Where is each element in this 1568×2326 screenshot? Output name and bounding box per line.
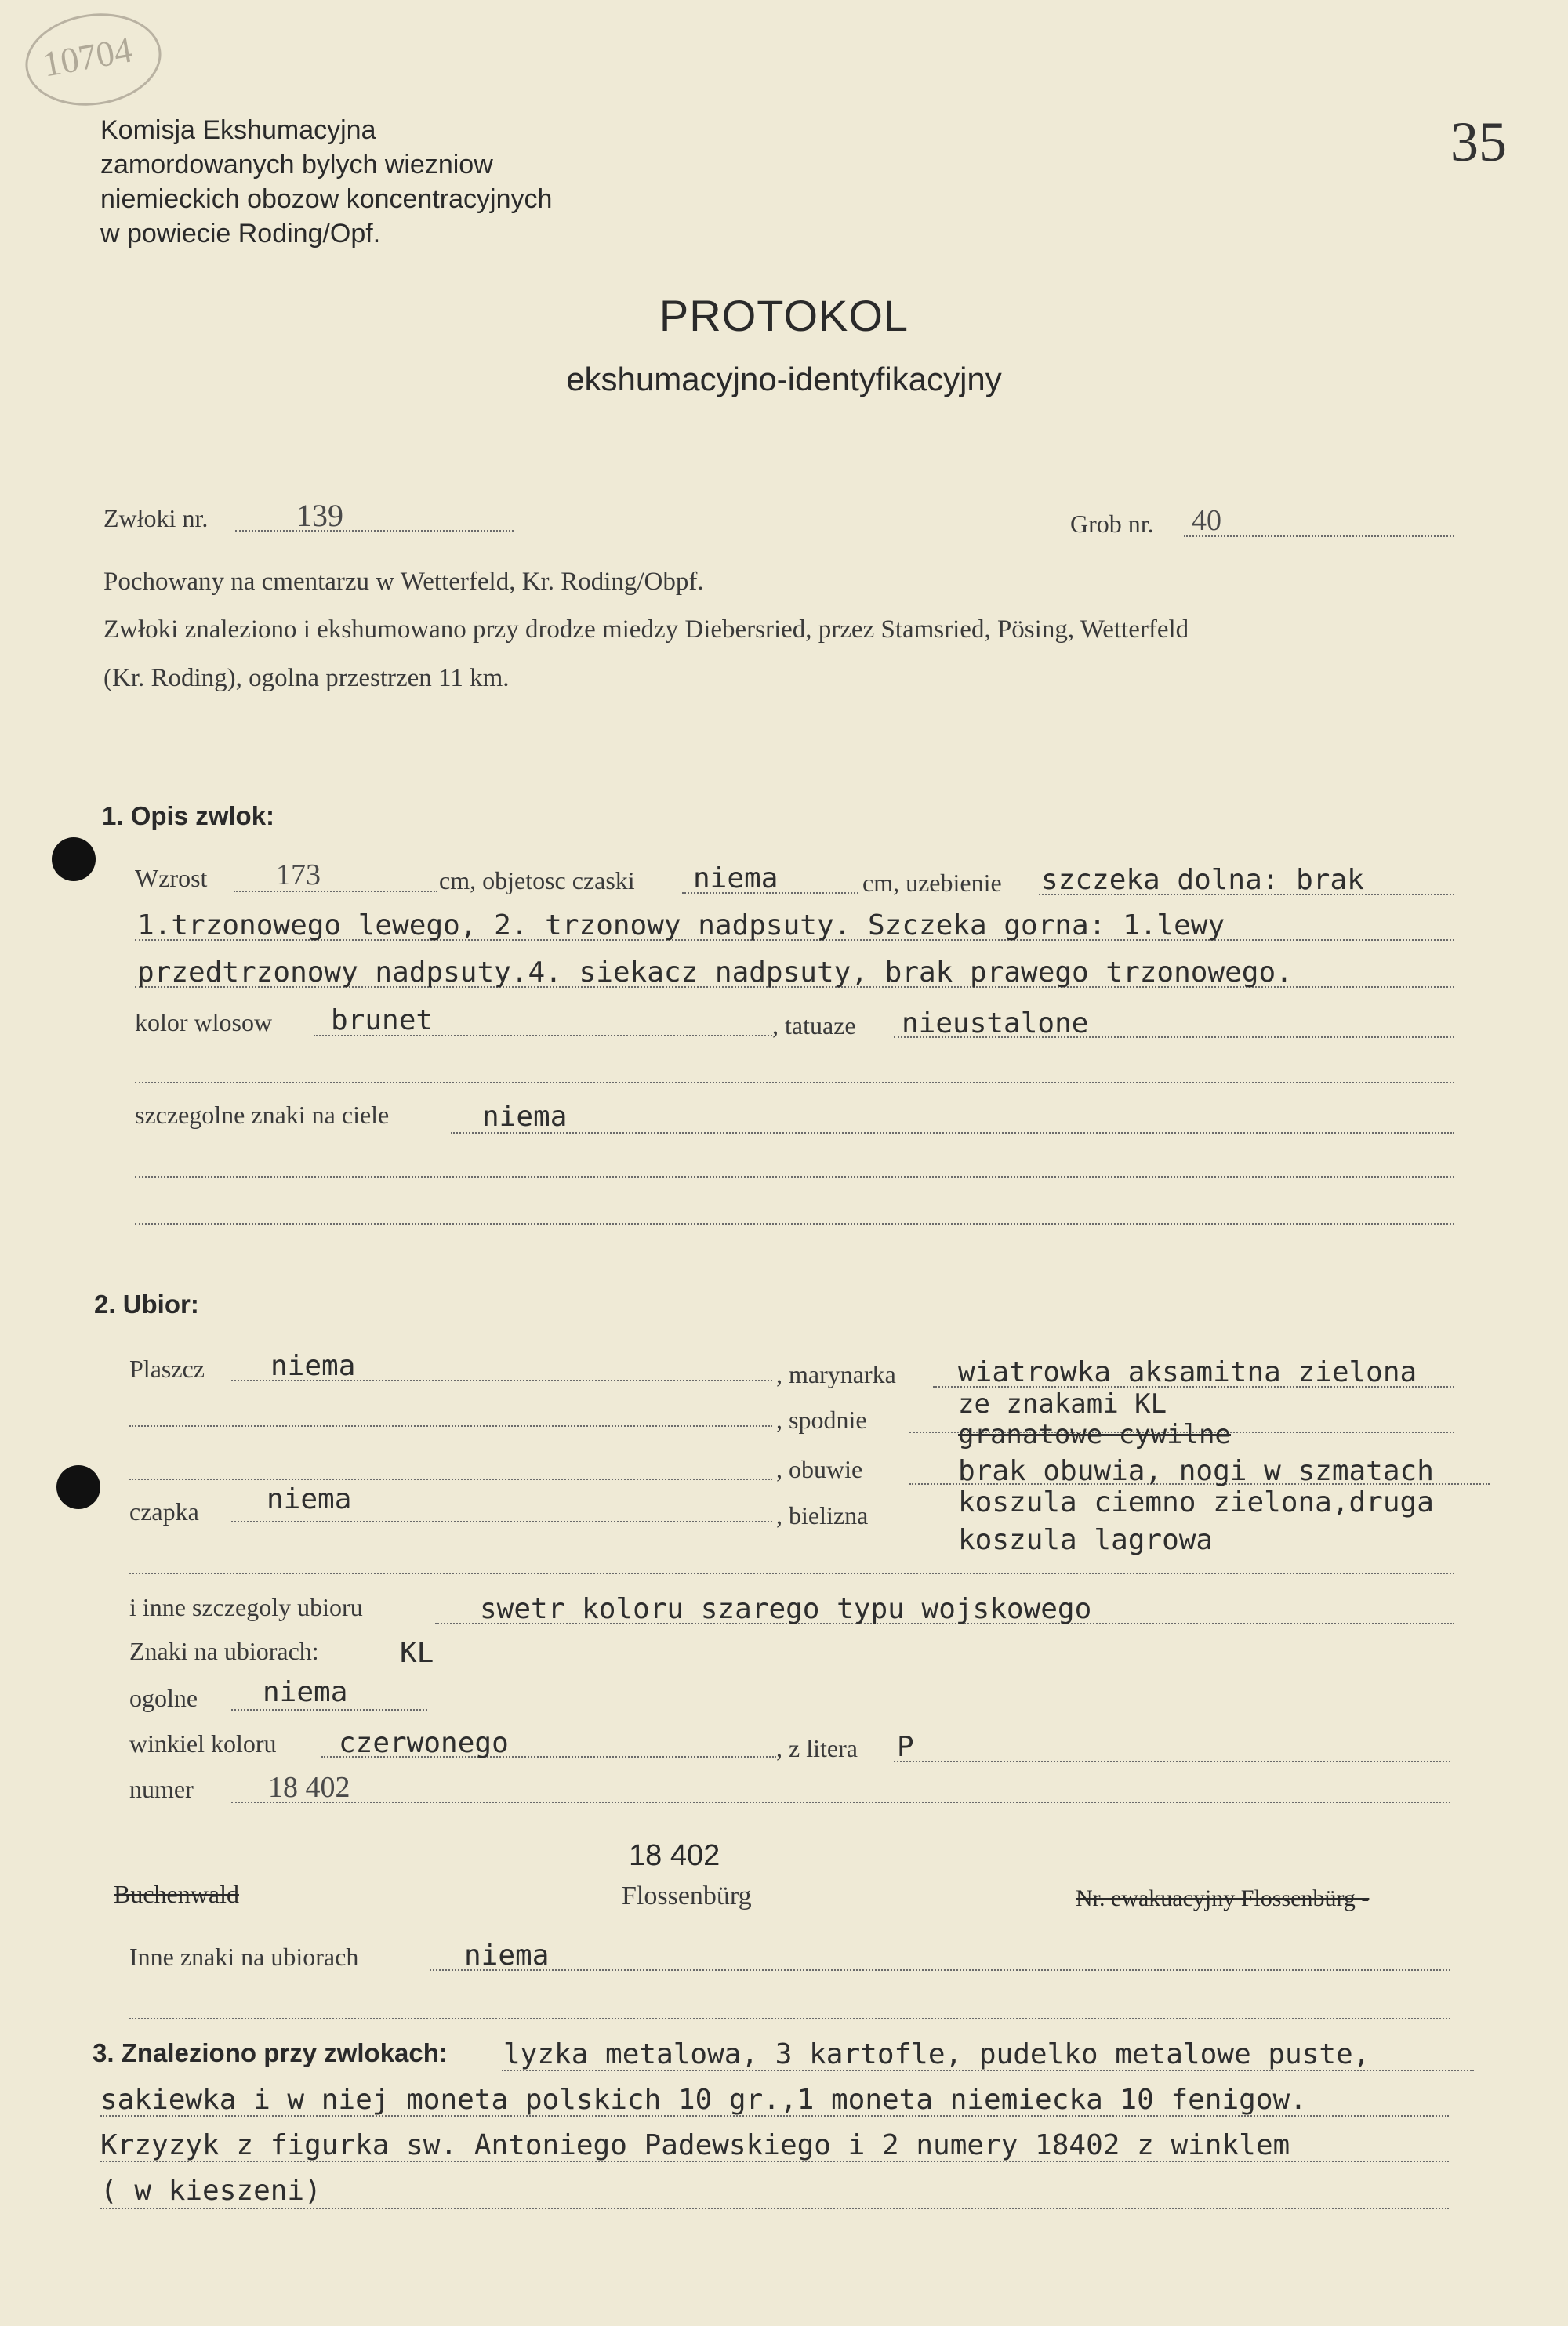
header-line-2: zamordowanych bylych wiezniow [100,150,493,180]
body-marks-line [451,1132,1454,1134]
other-clothing-marks-label: Inne znaki na ubiorach [129,1943,359,1971]
found-location-line-1: Zwłoki znaleziono i ekshumowano przy drodze miedzy Diebersried, przez Stamsried, Pösing, Wetterfeld [103,615,1189,644]
cap-line [231,1521,772,1522]
body-number-line [235,530,514,532]
other-details-label: i inne szczegoly ubioru [129,1593,363,1621]
hair-value: brunet [331,1004,434,1036]
other-clothing-marks-line [430,1969,1450,1971]
commission-header [100,113,552,251]
clothing-marks-value: KL [400,1637,434,1669]
burial-place: Pochowany na cmentarzu w Wetterfeld, Kr. Roding/Obpf. [103,568,704,596]
number-line [231,1802,1450,1803]
findings-value-3: Krzyzyk z figurka sw. Antoniego Padewskiego i 2 numery 18402 z winklem [100,2129,1290,2161]
header-line-4: w powiecie Roding/Opf. [100,219,381,249]
body-marks-value: niema [482,1101,568,1133]
cap-value: niema [267,1483,352,1515]
general-value: niema [263,1676,348,1708]
underwear-value-1: koszula ciemno zielona,druga [958,1486,1434,1519]
section-1-heading: 1. Opis zwlok: [102,801,275,830]
letter-line [894,1761,1450,1762]
document-title: PROTOKOL [659,291,909,340]
archive-stamp-number: 10704 [39,29,136,85]
blank-line-3 [135,1223,1454,1225]
letter-label: , z litera [776,1734,858,1762]
grave-number-label: Grob nr. [1070,510,1154,538]
height-label: Wzrost [135,864,208,892]
underwear-label: , bielizna [776,1501,869,1529]
teeth-label: cm, uzebienie [862,869,1002,897]
underwear-value-2: koszula lagrowa [958,1524,1214,1556]
jacket-value-2: ze znakami KL [958,1388,1167,1420]
teeth-value-1: szczeka dolna: brak [1041,864,1364,896]
general-line [231,1709,427,1711]
findings-value-2: sakiewka i w niej moneta polskich 10 gr.,1 moneta niemiecka 10 fenigow. [100,2084,1307,2116]
other-details-value: swetr koloru szarego typu wojskowego [480,1593,1092,1625]
coat-label: Plaszcz [129,1355,205,1383]
hair-label: kolor wlosow [135,1008,273,1036]
clothing-marks-label: Znaki na ubiorach: [129,1637,319,1665]
punch-hole-bottom [56,1465,100,1509]
grave-number-value: 40 [1192,504,1221,537]
triangle-color-value: czerwonego [339,1727,509,1759]
section-3-heading: 3. Znaleziono przy zwlokach: [93,2038,448,2067]
body-number-label: Zwłoki nr. [103,504,209,532]
height-line [234,891,437,892]
found-location-line-2: (Kr. Roding), ogolna przestrzen 11 km. [103,664,510,692]
number-value: 18 402 [268,1771,350,1804]
other-clothing-marks-value: niema [464,1940,550,1972]
findings-line-4 [100,2208,1449,2209]
teeth-value-3: przedtrzonowy nadpsuty.4. siekacz nadpsuty, brak prawego trzonowego. [137,956,1293,989]
camp-name: Flossenbürg [622,1881,752,1911]
punch-hole-top [52,837,96,881]
body-number-value: 139 [296,498,343,533]
height-value: 173 [276,858,321,891]
camp-number: 18 402 [629,1839,720,1872]
evacuation-number-crossed: Nr. ewakuacyjny Flossenbürg - [1076,1885,1370,1911]
body-marks-label: szczegolne znaki na ciele [135,1101,390,1129]
letter-value: P [897,1731,914,1763]
header-line-1: Komisja Ekshumacyjna [100,115,376,145]
general-label: ogolne [129,1684,198,1712]
buchenwald-crossed: Buchenwald [114,1880,239,1908]
jacket-label: , marynarka [776,1360,896,1388]
number-label: numer [129,1775,194,1803]
trousers-label: , spodnie [776,1406,867,1434]
page-number: 35 [1450,111,1507,173]
header-line-3: niemieckich obozow koncentracyjnych [100,184,553,214]
skull-label: cm, objetosc czaski [439,866,635,894]
blank-clothing-line-3 [129,1573,1454,1574]
blank-line-2 [135,1176,1454,1178]
document-subtitle: ekshumacyjno-identyfikacyjny [566,361,1002,397]
blank-line-1 [135,1082,1454,1083]
section-2-heading: 2. Ubior: [94,1290,199,1319]
triangle-color-label: winkiel koloru [129,1729,277,1758]
shoes-label: , obuwie [776,1455,863,1483]
blank-clothing-line-2 [129,1479,772,1480]
findings-value-1: lyzka metalowa, 3 kartofle, pudelko metalowe puste, [503,2038,1370,2070]
trousers-value: granatowe cywilne [958,1419,1231,1450]
teeth-value-2: 1.trzonowego lewego, 2. trzonowy nadpsuty. Szczeka gorna: 1.lewy [137,909,1225,942]
blank-clothing-line-1 [129,1425,772,1427]
cap-label: czapka [129,1497,199,1526]
findings-value-4: ( w kieszeni) [100,2175,321,2207]
skull-value: niema [693,862,779,894]
coat-value: niema [270,1350,356,1382]
shoes-value: brak obuwia, nogi w szmatach [958,1455,1434,1487]
tattoo-value: nieustalone [902,1007,1089,1040]
blank-line-4 [129,2018,1450,2019]
grave-number-line [1184,535,1454,537]
jacket-value-1: wiatrowka aksamitna zielona [958,1356,1417,1388]
tattoo-label: , tatuaze [772,1011,856,1040]
